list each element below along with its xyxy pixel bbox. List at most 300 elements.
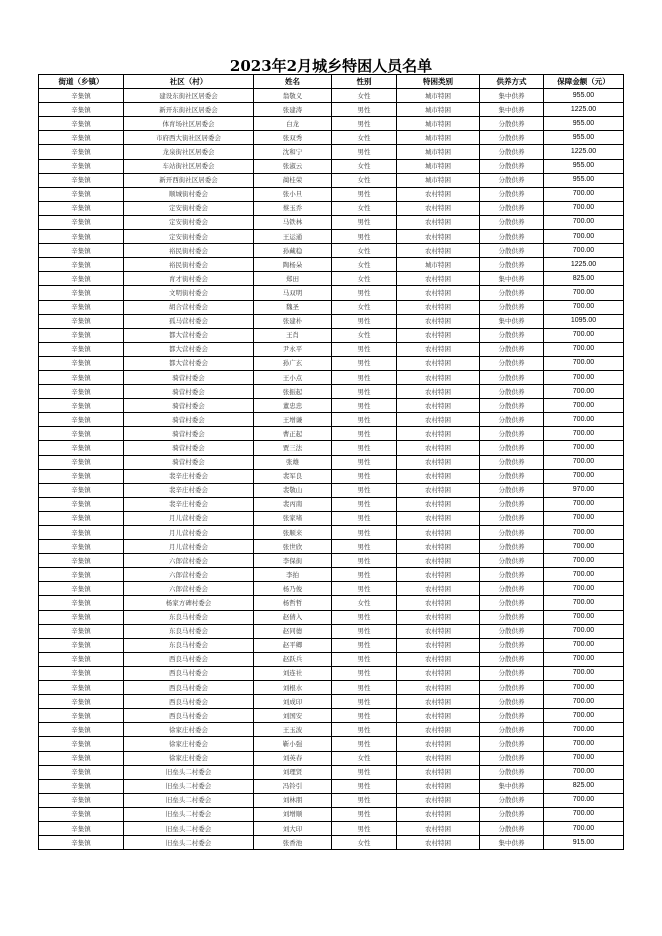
- cell-gender: 男性: [332, 497, 397, 511]
- cell-amount: 700.00: [544, 568, 624, 582]
- table-row: [39, 737, 624, 751]
- cell-category: 城市特困: [397, 117, 480, 131]
- cell-amount: 825.00: [544, 272, 624, 286]
- cell-name: 魏圣: [254, 300, 332, 314]
- table-row: [39, 652, 624, 666]
- cell-category: 农村特困: [397, 666, 480, 680]
- table-row: [39, 526, 624, 540]
- cell-amount: 700.00: [544, 610, 624, 624]
- cell-amount: 700.00: [544, 638, 624, 652]
- cell-gender: 女性: [332, 751, 397, 765]
- cell-support-mode: 分散供养: [480, 131, 544, 145]
- cell-street: 辛集镇: [39, 145, 124, 159]
- cell-category: 农村特困: [397, 427, 480, 441]
- cell-name: 刘根水: [254, 681, 332, 695]
- cell-category: 农村特困: [397, 497, 480, 511]
- cell-support-mode: 分散供养: [480, 230, 544, 244]
- cell-category: 农村特困: [397, 596, 480, 610]
- table-row: [39, 511, 624, 525]
- cell-name: 刘连社: [254, 666, 332, 680]
- cell-amount: 700.00: [544, 356, 624, 370]
- cell-amount: 700.00: [544, 187, 624, 201]
- roster-table: [38, 74, 624, 850]
- cell-street: 辛集镇: [39, 526, 124, 540]
- cell-community: 月儿营村委会: [124, 511, 254, 525]
- cell-gender: 男性: [332, 230, 397, 244]
- cell-category: 农村特困: [397, 540, 480, 554]
- cell-name: 白龙: [254, 117, 332, 131]
- header-street: 街道（乡镇）: [39, 75, 124, 89]
- cell-name: 赵跃兵: [254, 652, 332, 666]
- cell-gender: 男性: [332, 652, 397, 666]
- cell-name: 冯铃引: [254, 779, 332, 793]
- cell-name: 刘英春: [254, 751, 332, 765]
- table-row: [39, 187, 624, 201]
- header-community: 社区（村）: [124, 75, 254, 89]
- cell-street: 辛集镇: [39, 413, 124, 427]
- cell-gender: 女性: [332, 836, 397, 850]
- cell-category: 农村特困: [397, 300, 480, 314]
- cell-support-mode: 分散供养: [480, 497, 544, 511]
- cell-category: 农村特困: [397, 215, 480, 229]
- cell-community: 骑营村委会: [124, 441, 254, 455]
- cell-amount: 700.00: [544, 427, 624, 441]
- cell-gender: 女性: [332, 173, 397, 187]
- table-row: [39, 201, 624, 215]
- cell-gender: 男性: [332, 681, 397, 695]
- cell-street: 辛集镇: [39, 737, 124, 751]
- cell-support-mode: 分散供养: [480, 413, 544, 427]
- cell-street: 辛集镇: [39, 201, 124, 215]
- cell-gender: 男性: [332, 469, 397, 483]
- table-row: [39, 103, 624, 117]
- cell-street: 辛集镇: [39, 356, 124, 370]
- cell-amount: 700.00: [544, 328, 624, 342]
- cell-name: 翁敬义: [254, 89, 332, 103]
- cell-community: 旧垒头二村委会: [124, 765, 254, 779]
- cell-street: 辛集镇: [39, 244, 124, 258]
- cell-community: 六郎营村委会: [124, 554, 254, 568]
- cell-name: 王肖: [254, 328, 332, 342]
- cell-amount: 700.00: [544, 793, 624, 807]
- cell-name: 董忠忠: [254, 399, 332, 413]
- cell-community: 杨家方碑村委会: [124, 596, 254, 610]
- cell-support-mode: 分散供养: [480, 624, 544, 638]
- cell-community: 东良马村委会: [124, 638, 254, 652]
- cell-community: 骑营村委会: [124, 427, 254, 441]
- cell-name: 马铁林: [254, 215, 332, 229]
- cell-gender: 女性: [332, 131, 397, 145]
- cell-category: 农村特困: [397, 751, 480, 765]
- cell-name: 张建涛: [254, 103, 332, 117]
- cell-street: 辛集镇: [39, 342, 124, 356]
- cell-gender: 男性: [332, 483, 397, 497]
- cell-amount: 915.00: [544, 836, 624, 850]
- table-row: [39, 159, 624, 173]
- cell-gender: 男性: [332, 737, 397, 751]
- cell-name: 孙广玄: [254, 356, 332, 370]
- cell-gender: 女性: [332, 596, 397, 610]
- cell-support-mode: 分散供养: [480, 610, 544, 624]
- cell-name: 裴丙南: [254, 497, 332, 511]
- cell-category: 农村特困: [397, 737, 480, 751]
- cell-support-mode: 分散供养: [480, 709, 544, 723]
- table-row: [39, 145, 624, 159]
- table-row: [39, 441, 624, 455]
- cell-support-mode: 分散供养: [480, 793, 544, 807]
- cell-community: 西良马村委会: [124, 652, 254, 666]
- table-row: [39, 807, 624, 821]
- cell-category: 农村特困: [397, 582, 480, 596]
- cell-community: 六郎营村委会: [124, 568, 254, 582]
- cell-name: 张香池: [254, 836, 332, 850]
- cell-gender: 男性: [332, 356, 397, 370]
- cell-category: 农村特困: [397, 779, 480, 793]
- cell-name: 张振起: [254, 385, 332, 399]
- cell-support-mode: 分散供养: [480, 511, 544, 525]
- cell-support-mode: 分散供养: [480, 159, 544, 173]
- cell-support-mode: 分散供养: [480, 737, 544, 751]
- cell-gender: 男性: [332, 215, 397, 229]
- cell-community: 骑营村委会: [124, 370, 254, 384]
- cell-amount: 700.00: [544, 723, 624, 737]
- header-name: 姓名: [254, 75, 332, 89]
- table-row: [39, 399, 624, 413]
- cell-amount: 700.00: [544, 455, 624, 469]
- table-row: [39, 413, 624, 427]
- cell-amount: 700.00: [544, 230, 624, 244]
- cell-amount: 700.00: [544, 737, 624, 751]
- cell-support-mode: 分散供养: [480, 286, 544, 300]
- table-row: [39, 215, 624, 229]
- cell-category: 城市特困: [397, 159, 480, 173]
- cell-support-mode: 分散供养: [480, 821, 544, 835]
- cell-amount: 700.00: [544, 370, 624, 384]
- cell-community: 骑营村委会: [124, 455, 254, 469]
- cell-amount: 700.00: [544, 342, 624, 356]
- cell-category: 农村特困: [397, 483, 480, 497]
- cell-gender: 女性: [332, 328, 397, 342]
- cell-support-mode: 分散供养: [480, 328, 544, 342]
- cell-gender: 男性: [332, 370, 397, 384]
- cell-name: 郑田: [254, 272, 332, 286]
- cell-name: 刘大印: [254, 821, 332, 835]
- table-row: [39, 469, 624, 483]
- table-row: [39, 131, 624, 145]
- cell-amount: 700.00: [544, 821, 624, 835]
- cell-amount: 825.00: [544, 779, 624, 793]
- cell-name: 沈和宁: [254, 145, 332, 159]
- cell-street: 辛集镇: [39, 455, 124, 469]
- cell-category: 农村特困: [397, 385, 480, 399]
- cell-support-mode: 分散供养: [480, 681, 544, 695]
- cell-support-mode: 分散供养: [480, 201, 544, 215]
- cell-street: 辛集镇: [39, 568, 124, 582]
- cell-street: 辛集镇: [39, 751, 124, 765]
- cell-amount: 955.00: [544, 131, 624, 145]
- cell-amount: 700.00: [544, 441, 624, 455]
- cell-street: 辛集镇: [39, 483, 124, 497]
- cell-support-mode: 分散供养: [480, 807, 544, 821]
- cell-street: 辛集镇: [39, 836, 124, 850]
- cell-amount: 1225.00: [544, 145, 624, 159]
- table-row: [39, 695, 624, 709]
- cell-gender: 女性: [332, 89, 397, 103]
- cell-gender: 男性: [332, 117, 397, 131]
- cell-support-mode: 分散供养: [480, 751, 544, 765]
- cell-street: 辛集镇: [39, 117, 124, 131]
- cell-name: 张双秀: [254, 131, 332, 145]
- cell-support-mode: 分散供养: [480, 695, 544, 709]
- cell-amount: 700.00: [544, 526, 624, 540]
- cell-amount: 700.00: [544, 652, 624, 666]
- cell-support-mode: 分散供养: [480, 399, 544, 413]
- cell-category: 城市特困: [397, 258, 480, 272]
- header-gender: 性别: [332, 75, 397, 89]
- table-row: [39, 173, 624, 187]
- cell-gender: 女性: [332, 159, 397, 173]
- cell-category: 农村特困: [397, 723, 480, 737]
- cell-community: 建设东街社区居委会: [124, 89, 254, 103]
- cell-name: 刘增顺: [254, 807, 332, 821]
- cell-community: 旧垒头二村委会: [124, 779, 254, 793]
- cell-name: 刘成印: [254, 695, 332, 709]
- cell-street: 辛集镇: [39, 328, 124, 342]
- cell-street: 辛集镇: [39, 89, 124, 103]
- cell-name: 孙藏稳: [254, 244, 332, 258]
- cell-name: 刘林朋: [254, 793, 332, 807]
- cell-community: 龙泉街社区居委会: [124, 145, 254, 159]
- cell-community: 裴辛庄村委会: [124, 469, 254, 483]
- table-row: [39, 370, 624, 384]
- cell-community: 新开西街社区居委会: [124, 173, 254, 187]
- cell-gender: 男性: [332, 793, 397, 807]
- cell-community: 市府西大街社区居委会: [124, 131, 254, 145]
- cell-category: 农村特困: [397, 765, 480, 779]
- cell-amount: 700.00: [544, 286, 624, 300]
- cell-street: 辛集镇: [39, 258, 124, 272]
- table-row: [39, 624, 624, 638]
- cell-category: 农村特困: [397, 793, 480, 807]
- header-support-mode: 供养方式: [480, 75, 544, 89]
- cell-category: 农村特困: [397, 568, 480, 582]
- cell-name: 马双明: [254, 286, 332, 300]
- cell-name: 张雄: [254, 455, 332, 469]
- cell-gender: 男性: [332, 638, 397, 652]
- cell-category: 农村特困: [397, 370, 480, 384]
- cell-support-mode: 分散供养: [480, 441, 544, 455]
- cell-gender: 男性: [332, 342, 397, 356]
- table-row: [39, 779, 624, 793]
- cell-community: 徐家庄村委会: [124, 751, 254, 765]
- table-row: [39, 427, 624, 441]
- cell-name: 蔡玉乔: [254, 201, 332, 215]
- cell-support-mode: 集中供养: [480, 272, 544, 286]
- cell-name: 裴军良: [254, 469, 332, 483]
- cell-name: 张淑云: [254, 159, 332, 173]
- cell-street: 辛集镇: [39, 793, 124, 807]
- table-row: [39, 272, 624, 286]
- cell-support-mode: 分散供养: [480, 596, 544, 610]
- cell-gender: 男性: [332, 765, 397, 779]
- cell-category: 农村特困: [397, 469, 480, 483]
- table-row: [39, 751, 624, 765]
- cell-category: 农村特困: [397, 455, 480, 469]
- table-row: [39, 723, 624, 737]
- table-row: [39, 638, 624, 652]
- table-row: [39, 258, 624, 272]
- cell-category: 农村特困: [397, 441, 480, 455]
- cell-street: 辛集镇: [39, 652, 124, 666]
- table-row: [39, 568, 624, 582]
- cell-amount: 700.00: [544, 201, 624, 215]
- cell-gender: 男性: [332, 314, 397, 328]
- cell-name: 王玉波: [254, 723, 332, 737]
- cell-street: 辛集镇: [39, 215, 124, 229]
- cell-category: 农村特困: [397, 342, 480, 356]
- cell-support-mode: 分散供养: [480, 356, 544, 370]
- table-row: [39, 497, 624, 511]
- cell-street: 辛集镇: [39, 314, 124, 328]
- cell-gender: 男性: [332, 610, 397, 624]
- table-row: [39, 328, 624, 342]
- cell-category: 农村特困: [397, 230, 480, 244]
- cell-gender: 男性: [332, 399, 397, 413]
- header-category: 特困类别: [397, 75, 480, 89]
- cell-street: 辛集镇: [39, 540, 124, 554]
- table-row: [39, 300, 624, 314]
- cell-street: 辛集镇: [39, 286, 124, 300]
- cell-category: 农村特困: [397, 652, 480, 666]
- cell-category: 农村特困: [397, 187, 480, 201]
- cell-amount: 700.00: [544, 695, 624, 709]
- table-row: [39, 286, 624, 300]
- cell-amount: 700.00: [544, 511, 624, 525]
- cell-name: 张建朴: [254, 314, 332, 328]
- cell-support-mode: 分散供养: [480, 427, 544, 441]
- cell-amount: 700.00: [544, 624, 624, 638]
- cell-gender: 男性: [332, 103, 397, 117]
- cell-street: 辛集镇: [39, 173, 124, 187]
- cell-support-mode: 分散供养: [480, 526, 544, 540]
- cell-category: 城市特困: [397, 173, 480, 187]
- cell-gender: 男性: [332, 385, 397, 399]
- cell-category: 城市特困: [397, 145, 480, 159]
- cell-gender: 男性: [332, 582, 397, 596]
- cell-community: 西良马村委会: [124, 709, 254, 723]
- cell-support-mode: 分散供养: [480, 540, 544, 554]
- table-row: [39, 314, 624, 328]
- cell-category: 农村特困: [397, 272, 480, 286]
- cell-support-mode: 分散供养: [480, 342, 544, 356]
- cell-amount: 700.00: [544, 215, 624, 229]
- cell-support-mode: 集中供养: [480, 89, 544, 103]
- cell-community: 裕民街村委会: [124, 258, 254, 272]
- cell-category: 农村特困: [397, 526, 480, 540]
- table-row: [39, 596, 624, 610]
- cell-name: 赵平卿: [254, 638, 332, 652]
- cell-amount: 700.00: [544, 807, 624, 821]
- cell-community: 裴辛庄村委会: [124, 497, 254, 511]
- cell-amount: 700.00: [544, 582, 624, 596]
- cell-name: 靳小强: [254, 737, 332, 751]
- header-amount: 保障金额（元）: [544, 75, 624, 89]
- cell-name: 赵同德: [254, 624, 332, 638]
- cell-support-mode: 分散供养: [480, 215, 544, 229]
- cell-category: 农村特困: [397, 314, 480, 328]
- cell-gender: 男性: [332, 455, 397, 469]
- cell-gender: 女性: [332, 244, 397, 258]
- cell-support-mode: 集中供养: [480, 836, 544, 850]
- cell-name: 王小点: [254, 370, 332, 384]
- cell-gender: 男性: [332, 145, 397, 159]
- cell-gender: 男性: [332, 568, 397, 582]
- cell-support-mode: 分散供养: [480, 765, 544, 779]
- cell-name: 杨哲哲: [254, 596, 332, 610]
- table-row: [39, 230, 624, 244]
- cell-gender: 男性: [332, 807, 397, 821]
- table-row: [39, 540, 624, 554]
- cell-amount: 700.00: [544, 497, 624, 511]
- cell-gender: 男性: [332, 624, 397, 638]
- cell-category: 农村特困: [397, 511, 480, 525]
- cell-support-mode: 分散供养: [480, 145, 544, 159]
- cell-category: 农村特困: [397, 244, 480, 258]
- cell-community: 旧垒头二村委会: [124, 836, 254, 850]
- table-row: [39, 681, 624, 695]
- cell-community: 旧垒头二村委会: [124, 821, 254, 835]
- cell-name: 杨乃俊: [254, 582, 332, 596]
- cell-category: 农村特困: [397, 681, 480, 695]
- cell-community: 育才街村委会: [124, 272, 254, 286]
- table-row: [39, 821, 624, 835]
- cell-amount: 700.00: [544, 300, 624, 314]
- table-row: [39, 455, 624, 469]
- cell-street: 辛集镇: [39, 497, 124, 511]
- cell-category: 农村特困: [397, 399, 480, 413]
- cell-amount: 955.00: [544, 117, 624, 131]
- cell-gender: 男性: [332, 413, 397, 427]
- cell-category: 农村特困: [397, 610, 480, 624]
- cell-street: 辛集镇: [39, 131, 124, 145]
- cell-street: 辛集镇: [39, 596, 124, 610]
- cell-community: 旧垒头二村委会: [124, 793, 254, 807]
- cell-name: 张家堵: [254, 511, 332, 525]
- cell-street: 辛集镇: [39, 624, 124, 638]
- table-row: [39, 554, 624, 568]
- cell-support-mode: 集中供养: [480, 779, 544, 793]
- table-row: [39, 385, 624, 399]
- cell-gender: 女性: [332, 258, 397, 272]
- cell-community: 车站街社区居委会: [124, 159, 254, 173]
- cell-community: 旧垒头二村委会: [124, 807, 254, 821]
- cell-amount: 700.00: [544, 666, 624, 680]
- cell-name: 刘国安: [254, 709, 332, 723]
- cell-community: 顺城街村委会: [124, 187, 254, 201]
- cell-name: 刘理贤: [254, 765, 332, 779]
- cell-category: 城市特困: [397, 103, 480, 117]
- cell-category: 城市特困: [397, 131, 480, 145]
- cell-amount: 1095.00: [544, 314, 624, 328]
- cell-category: 农村特困: [397, 695, 480, 709]
- table-body: [39, 89, 624, 850]
- cell-amount: 700.00: [544, 554, 624, 568]
- cell-support-mode: 分散供养: [480, 385, 544, 399]
- cell-support-mode: 分散供养: [480, 187, 544, 201]
- cell-amount: 700.00: [544, 681, 624, 695]
- cell-name: 曹正起: [254, 427, 332, 441]
- cell-category: 农村特困: [397, 821, 480, 835]
